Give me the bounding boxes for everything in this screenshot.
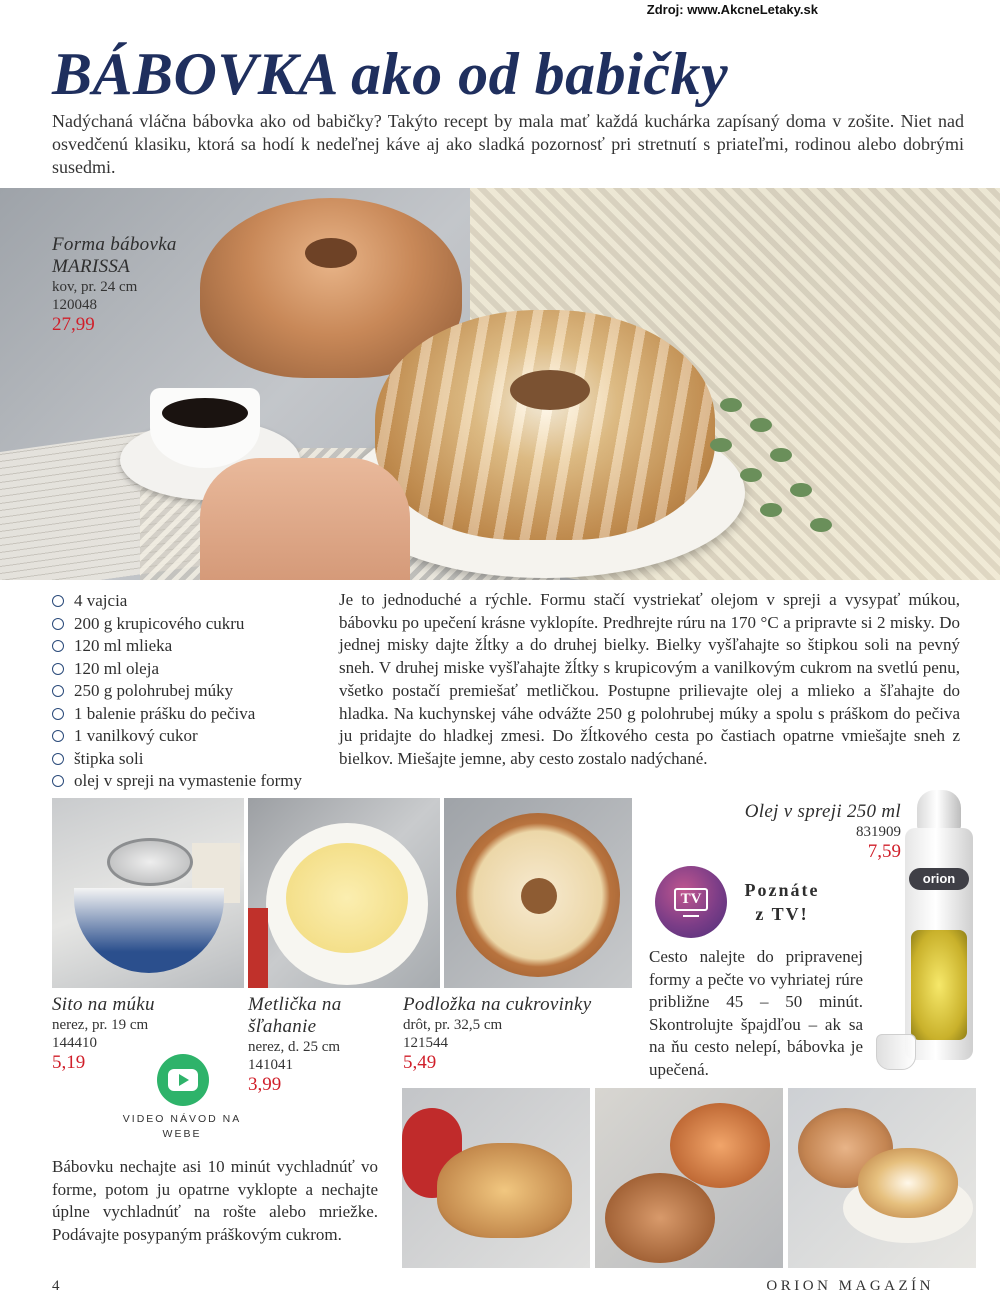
circle-bullet-icon [52,595,64,607]
circle-bullet-icon [52,663,64,675]
ingredient-item: 120 ml mlieka [52,635,332,658]
mould-product-label [403,994,591,1074]
mould-code: 121544 [403,1035,448,1051]
method-paragraph: Je to jednoduché a rýchle. Formu stačí vystriekať olejom v spreji a vysypať múkou, bábovku po upečení krásne vyklopíte. Predhrejte rúru na 170 °C a pripravte si 2 misky. Do jednej misky dajte žĺtky a do druhej bielky. Bielky vyšľahajte so štipkou soli na pevný sneh. V druhej miske vyšľahajte žĺtky s krupicovým a vanilkovým cukrom na svetlú penu, všetko postačí premiešať metličkou. Postupne prilievajte olej a mlieko a šľahajte do hladka. Na kuchynskej váhe odvážte 250 g polohrubej múky a spolu s práškom do pečiva ju pridajte do hladkej zmesi. Do žĺtkového cesta po častiach opatrne vmiešajte sneh z bielkov. Miešajte jemne, aby cesto zostalo nadýchané. [339,590,960,768]
baked-cake-photo-2 [595,1088,783,1268]
ingredient-item: 200 g krupicového cukru [52,613,332,636]
sieve-price: 5,19 [52,1052,86,1073]
spray-lid [876,1034,916,1070]
youtube-icon [168,1069,198,1091]
ingredient-item: 4 vajcia [52,590,332,613]
cooling-paragraph: Bábovku nechajte asi 10 minút vychladnúť vo forme, potom ju opatrne vyklopte a nechajte úplne vychladnúť na rošte alebo mriežke. Podávajte posypaným práškovým cukrom. [52,1157,378,1244]
oil-product-label [745,801,901,863]
circle-bullet-icon [52,708,64,720]
sieve-photo [52,798,244,988]
tv-caption: Poznáte z TV! [744,880,820,924]
baked-cake-photo-3 [788,1088,976,1268]
hero-product-code: 120048 [52,297,97,313]
circle-bullet-icon [52,618,64,630]
sieve-detail: nerez, pr. 19 cm [52,1017,149,1033]
ingredient-item: 1 vanilkový cukor [52,725,332,748]
ingredient-item: 120 ml oleja [52,658,332,681]
whisk-code: 141041 [248,1057,293,1073]
baked-cake-photo-1 [402,1088,590,1268]
sieve-name: Sito na múku [52,994,155,1015]
whisk-product-label [248,994,388,1096]
circle-bullet-icon [52,753,64,765]
page-title: BÁBOVKA ako od babičky [52,41,729,107]
mould-price: 5,49 [403,1052,437,1073]
mould-name: Podložka na cukrovinky [403,994,592,1015]
whisk-detail: nerez, d. 25 cm [248,1039,341,1055]
source-credit[interactable]: Zdroj: www.AkcneLetaky.sk [646,2,818,17]
video-caption[interactable]: VIDEO NÁVOD NA WEBE [122,1113,242,1140]
sieve-code: 144410 [52,1035,97,1051]
orion-logo: orion [909,868,969,890]
tv-icon [655,866,727,938]
oil-name: Olej v spreji 250 ml [744,801,901,822]
coffee-cup [150,388,260,468]
circle-bullet-icon [52,730,64,742]
ingredient-item: 1 balenie prášku do pečiva [52,703,332,726]
page-number: 4 [52,1278,60,1294]
magazine-name: ORION MAGAZÍN [766,1278,934,1294]
oil-spray-can [905,790,973,1060]
mould-detail: drôt, pr. 32,5 cm [403,1017,503,1033]
whisk-price: 3,99 [248,1074,282,1095]
hero-product-name: Forma bábovka [52,234,177,255]
whisk-name: Metlička na šľahanie [248,994,342,1037]
hero-product-detail: kov, pr. 24 cm [52,279,138,295]
circle-bullet-icon [52,640,64,652]
ingredients-list [52,590,332,793]
bundt-cake [375,310,715,540]
bake-paragraph: Cesto nalejte do pripravenej formy a pečte vo vyhriatej rúre približne 45 – 50 minút. Skontrolujte špajdľou – ak sa na ňu cesto nelepí, bábovka je upečená. [649,947,863,1079]
oil-price: 7,59 [867,841,901,862]
hand [200,458,410,580]
hero-product-label [52,234,177,336]
ingredient-item: olej v spreji na vymastenie formy [52,770,332,793]
hero-product-price: 27,99 [52,314,95,335]
circle-bullet-icon [52,685,64,697]
ingredient-item: 250 g polohrubej múky [52,680,332,703]
ingredient-item: štipka soli [52,748,332,771]
hero-product-model: MARISSA [52,256,131,277]
tv-icon-label: TV [674,888,708,911]
mould-photo [444,798,632,988]
circle-bullet-icon [52,775,64,787]
intro-paragraph: Nadýchaná vláčna bábovka ako od babičky? Takýto recept by mala mať každá kuchárka zapísaný doma v zošite. Niet nad osvedčenú klasiku, ktorá sa hodí k nedeľnej káve aj ako sladká pozornosť pri stretnutí s priateľmi, rodinou alebo dobrými susedmi. [52,111,964,177]
video-play-icon[interactable] [157,1054,209,1106]
sieve-product-label [52,994,155,1074]
oil-code: 831909 [856,824,901,840]
eucalyptus-leaves [690,388,850,548]
whisk-photo [248,798,440,988]
